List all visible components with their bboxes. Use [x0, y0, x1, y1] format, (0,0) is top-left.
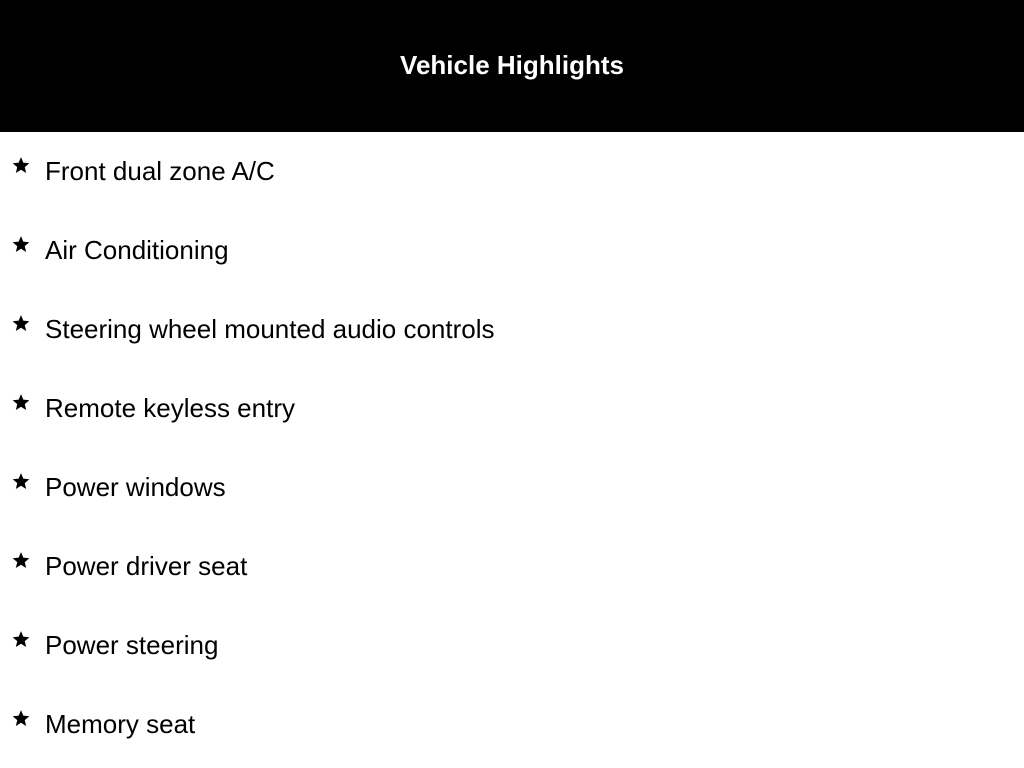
list-item [0, 448, 1024, 527]
header-bar [0, 0, 1024, 132]
list-item-label: Power steering [45, 630, 219, 660]
star-icon [12, 551, 30, 569]
list-item-label: Memory seat [45, 709, 196, 739]
list-item [0, 606, 1024, 685]
highlights-list [0, 132, 1024, 764]
list-item-label: Air Conditioning [45, 235, 229, 265]
list-item-label: Power windows [45, 472, 226, 502]
list-item [0, 527, 1024, 606]
page-title: Vehicle Highlights [400, 50, 624, 80]
list-item-label: Remote keyless entry [45, 393, 295, 423]
star-icon [12, 235, 30, 253]
list-item [0, 290, 1024, 369]
star-icon [12, 709, 30, 727]
list-item [0, 685, 1024, 764]
star-icon [12, 472, 30, 490]
list-item [0, 211, 1024, 290]
star-icon [12, 630, 30, 648]
list-item [0, 369, 1024, 448]
star-icon [12, 393, 30, 411]
list-item [0, 132, 1024, 211]
list-item-label: Front dual zone A/C [45, 156, 275, 186]
star-icon [12, 314, 30, 332]
star-icon [12, 156, 30, 174]
list-item-label: Power driver seat [45, 551, 248, 581]
list-item-label: Steering wheel mounted audio controls [45, 314, 495, 344]
